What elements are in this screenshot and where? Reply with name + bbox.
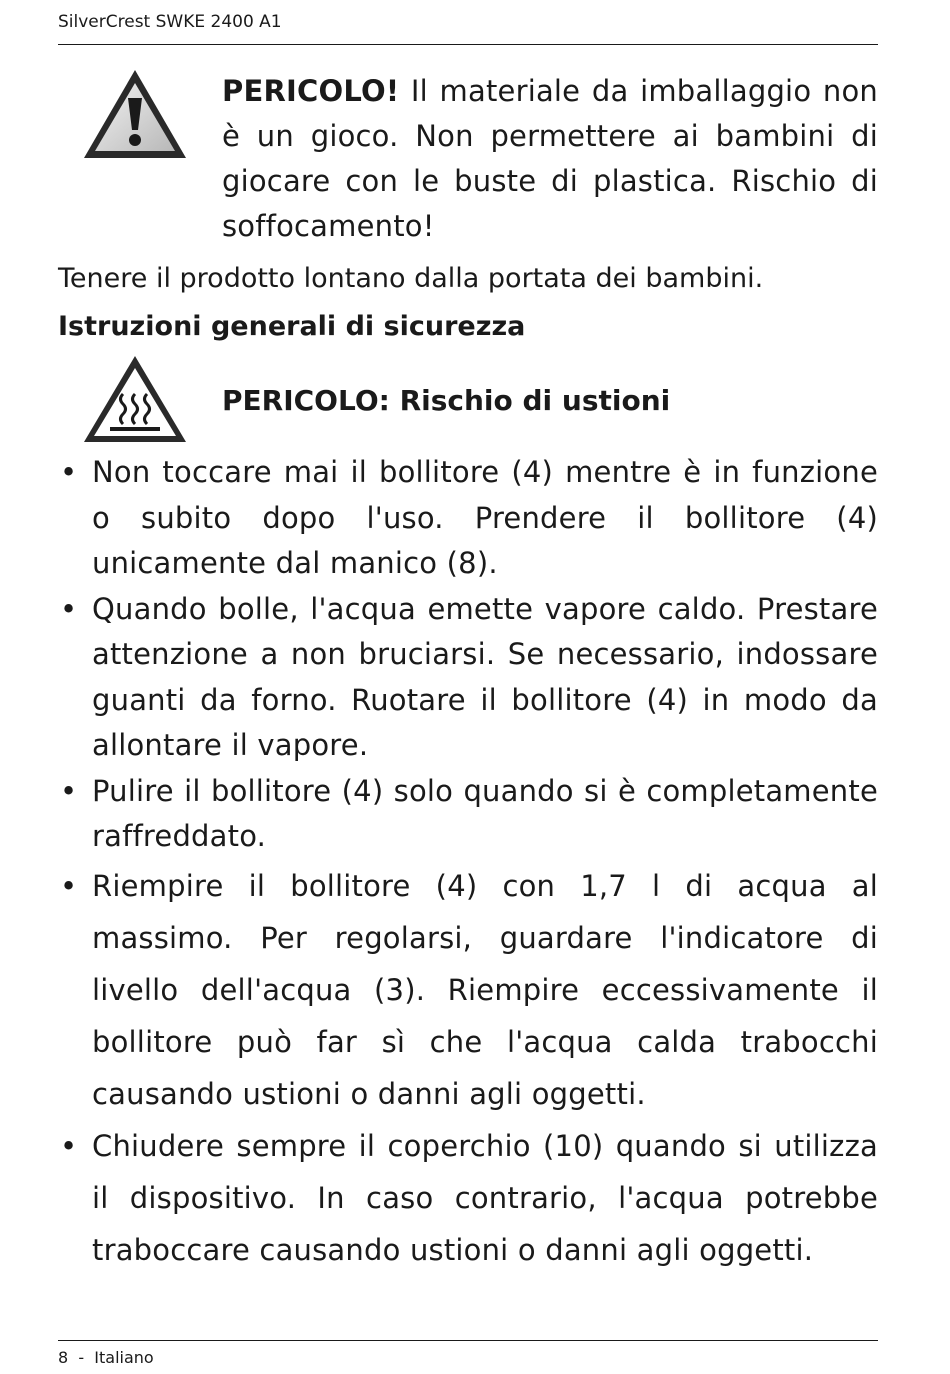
packaging-warning-text xyxy=(222,69,878,249)
burn-warning-title: PERICOLO: Rischio di ustioni xyxy=(222,384,671,417)
bullet-icon: • xyxy=(60,591,78,626)
exclamation-warning-icon xyxy=(80,66,190,162)
list-item: • Non toccare mai il bollitore (4) mentre è in funzione o subito dopo l'uso. Prendere il bollitore (4) unicamente dal manico (8). xyxy=(58,450,878,587)
list-item: • Riempire il bollitore (4) con 1,7 l di acqua al massimo. Per regolarsi, guardare l'indicatore di livello dell'acqua (3). Riempire eccessivamente il bollitore può far sì che l'acqua calda trabocchi causando ustioni o danni agli oggetti. xyxy=(58,860,878,1120)
header-rule xyxy=(58,44,878,45)
page-header: SilverCrest SWKE 2400 A1 xyxy=(58,12,282,32)
hot-surface-warning-icon xyxy=(80,352,190,446)
bullet-icon: • xyxy=(60,1128,78,1163)
safety-bullet-list xyxy=(58,450,878,1276)
list-item: • Pulire il bollitore (4) solo quando si è completamente raffreddato. xyxy=(58,769,878,860)
keep-away-text: Tenere il prodotto lontano dalla portata dei bambini. xyxy=(58,263,764,294)
list-item: • Chiudere sempre il coperchio (10) quando si utilizza il dispositivo. In caso contrario, l'acqua potrebbe traboccare causando ustioni o danni agli oggetti. xyxy=(58,1120,878,1276)
bullet-icon: • xyxy=(60,455,78,489)
footer-rule xyxy=(58,1340,878,1341)
bullet-icon: • xyxy=(60,773,78,808)
packaging-warning-label: PERICOLO! xyxy=(222,74,400,108)
packaging-warning-body: Il materiale da imballaggio non è un gioco. Non permettere ai bambini di giocare con le buste di plastica. Rischio di soffocamento! xyxy=(222,74,878,243)
page-footer: 8 - Italiano xyxy=(58,1348,154,1367)
bullet-icon: • xyxy=(60,868,78,903)
section-heading: Istruzioni generali di sicurezza xyxy=(58,311,526,342)
list-item: • Quando bolle, l'acqua emette vapore caldo. Prestare attenzione a non bruciarsi. Se necessario, indossare guanti da forno. Ruotare il bollitore (4) in modo da allontare il vapore. xyxy=(58,587,878,769)
